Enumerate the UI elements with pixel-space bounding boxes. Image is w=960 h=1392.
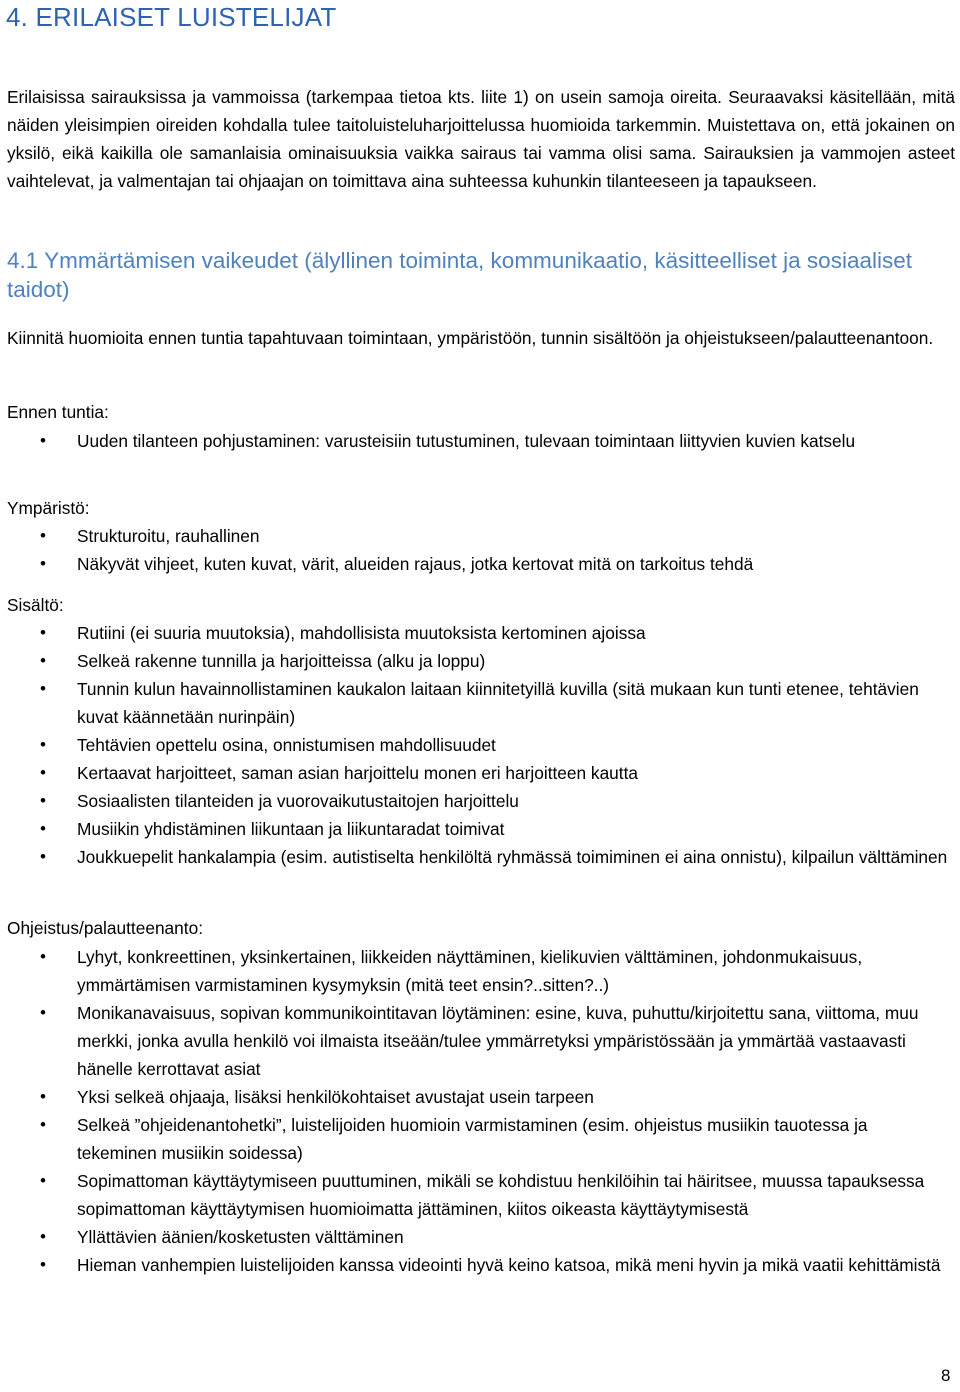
list-item-text: Sopimattoman käyttäytymiseen puuttuminen, mikäli se kohdistuu henkilöihin tai häiritsee, muussa tapauksessa sopimattoman käyttäytymisen huomioimatta jättäminen, kiitos oikeasta käyttäytymisestä: [77, 1171, 925, 1219]
section-title-ymparisto: Ympäristö:: [7, 498, 90, 518]
list-item: [0, 1223, 950, 1251]
list-ohjeistus: [0, 943, 950, 1279]
list-item: [0, 843, 950, 871]
list-item-text: Monikanavaisuus, sopivan kommunikointitavan löytäminen: esine, kuva, puhuttu/kirjoitettu sana, viittoma, muu merkki, jonka avulla henkilö voi ilmaista itseään/tulee ymmärretyksi ympäristössään ja ymmärtää vastaavasti hänelle kerrottavat asiat: [77, 1003, 919, 1079]
list-ennen: [0, 427, 950, 455]
list-item: [0, 550, 950, 578]
bullet-icon: •: [40, 554, 46, 573]
bullet-icon: •: [40, 847, 46, 866]
list-item: [0, 522, 950, 550]
bullet-icon: •: [40, 791, 46, 810]
section-title-sisalto: Sisältö:: [7, 595, 64, 615]
bullet-icon: •: [40, 1003, 46, 1022]
bullet-icon: •: [40, 1227, 46, 1246]
list-ymparisto: [0, 522, 950, 578]
bullet-icon: •: [40, 1115, 46, 1134]
list-item-text: Tehtävien opettelu osina, onnistumisen mahdollisuudet: [77, 735, 496, 755]
list-item-text: Yllättävien äänien/kosketusten välttäminen: [77, 1227, 404, 1247]
list-item: [0, 1167, 950, 1223]
lead-paragraph: Kiinnitä huomioita ennen tuntia tapahtuvaan toimintaan, ympäristöön, tunnin sisältöön ja ohjeistukseen/palautteenantoon.: [7, 328, 934, 348]
list-item: [0, 675, 950, 731]
list-item: [0, 1111, 950, 1167]
bullet-icon: •: [40, 651, 46, 670]
section-title-ennen: Ennen tuntia:: [7, 402, 109, 422]
list-item: [0, 1083, 950, 1111]
list-item-text: Musiikin yhdistäminen liikuntaan ja liikuntaradat toimivat: [77, 819, 505, 839]
intro-paragraph: Erilaisissa sairauksissa ja vammoissa (tarkempaa tietoa kts. liite 1) on usein samoja oireita. Seuraavaksi käsitellään, mitä näiden yleisimpien oireiden kohdalla tulee taitoluisteluharjoittelussa huomioida tarkemmin. Muistettava on, että jokainen on yksilö, eikä kaikilla ole samanlaisia ominaisuuksia vaikka sairaus tai vamma olisi sama. Sairauksien ja vammojen asteet vaihtelevat, ja valmentajan tai ohjaajan on toimittava aina suhteessa kuhunkin tilanteeseen ja tapaukseen.: [7, 87, 955, 191]
list-item: [0, 647, 950, 675]
list-item-text: Joukkuepelit hankalampia (esim. autistiselta henkilöltä ryhmässä toimiminen ei aina onnistu), kilpailun välttäminen: [77, 847, 948, 867]
bullet-icon: •: [40, 1255, 46, 1274]
bullet-icon: •: [40, 431, 46, 450]
list-item: [0, 731, 950, 759]
list-item: [0, 943, 950, 999]
bullet-icon: •: [40, 623, 46, 642]
list-item-text: Selkeä ”ohjeidenantohetki”, luistelijoiden huomioin varmistaminen (esim. ohjeistus musiikin tauotessa ja tekeminen musiikin soidessa): [77, 1115, 868, 1163]
list-item: [0, 619, 950, 647]
list-item-text: Kertaavat harjoitteet, saman asian harjoittelu monen eri harjoitteen kautta: [77, 763, 639, 783]
bullet-icon: •: [40, 735, 46, 754]
section-heading: 4.1 Ymmärtämisen vaikeudet (älyllinen toiminta, kommunikaatio, käsitteelliset ja sosiaaliset taidot): [7, 248, 912, 302]
bullet-icon: •: [40, 526, 46, 545]
bullet-icon: •: [40, 819, 46, 838]
bullet-icon: •: [40, 1171, 46, 1190]
chapter-heading: 4. ERILAISET LUISTELIJAT: [6, 2, 337, 32]
bullet-icon: •: [40, 763, 46, 782]
list-item-text: Sosiaalisten tilanteiden ja vuorovaikutustaitojen harjoittelu: [77, 791, 519, 811]
list-item-text: Yksi selkeä ohjaaja, lisäksi henkilökohtaiset avustajat usein tarpeen: [77, 1087, 594, 1107]
list-item-text: Hieman vanhempien luistelijoiden kanssa videointi hyvä keino katsoa, mikä meni hyvin ja mikä vaatii kehittämistä: [77, 1255, 941, 1275]
list-item: [0, 815, 950, 843]
list-item: [0, 787, 950, 815]
list-item-text: Tunnin kulun havainnollistaminen kaukalon laitaan kiinnitetyillä kuvilla (sitä mukaan kun tunti etenee, tehtävien kuvat käännetään nurinpäin): [77, 679, 919, 727]
bullet-icon: •: [40, 1087, 46, 1106]
bullet-icon: •: [40, 947, 46, 966]
list-item-text: Lyhyt, konkreettinen, yksinkertainen, liikkeiden näyttäminen, kielikuvien välttäminen, johdonmukaisuus, ymmärtämisen varmistaminen kysymyksin (mitä teet ensin?..sitten?..): [77, 947, 863, 995]
list-item-text: Näkyvät vihjeet, kuten kuvat, värit, alueiden rajaus, jotka kertovat mitä on tarkoitus tehdä: [77, 554, 754, 574]
bullet-icon: •: [40, 679, 46, 698]
list-item: [0, 999, 950, 1083]
list-item: [0, 759, 950, 787]
list-item: [0, 427, 950, 455]
section-title-ohjeistus: Ohjeistus/palautteenanto:: [7, 918, 203, 938]
list-item: [0, 1251, 950, 1279]
list-item-text: Strukturoitu, rauhallinen: [77, 526, 260, 546]
list-item-text: Uuden tilanteen pohjustaminen: varusteisiin tutustuminen, tulevaan toimintaan liittyvien kuvien katselu: [77, 431, 856, 451]
list-item-text: Selkeä rakenne tunnilla ja harjoitteissa (alku ja loppu): [77, 651, 486, 671]
page-number: 8: [941, 1366, 951, 1385]
list-item-text: Rutiini (ei suuria muutoksia), mahdollisista muutoksista kertominen ajoissa: [77, 623, 646, 643]
list-sisalto: [0, 619, 950, 871]
